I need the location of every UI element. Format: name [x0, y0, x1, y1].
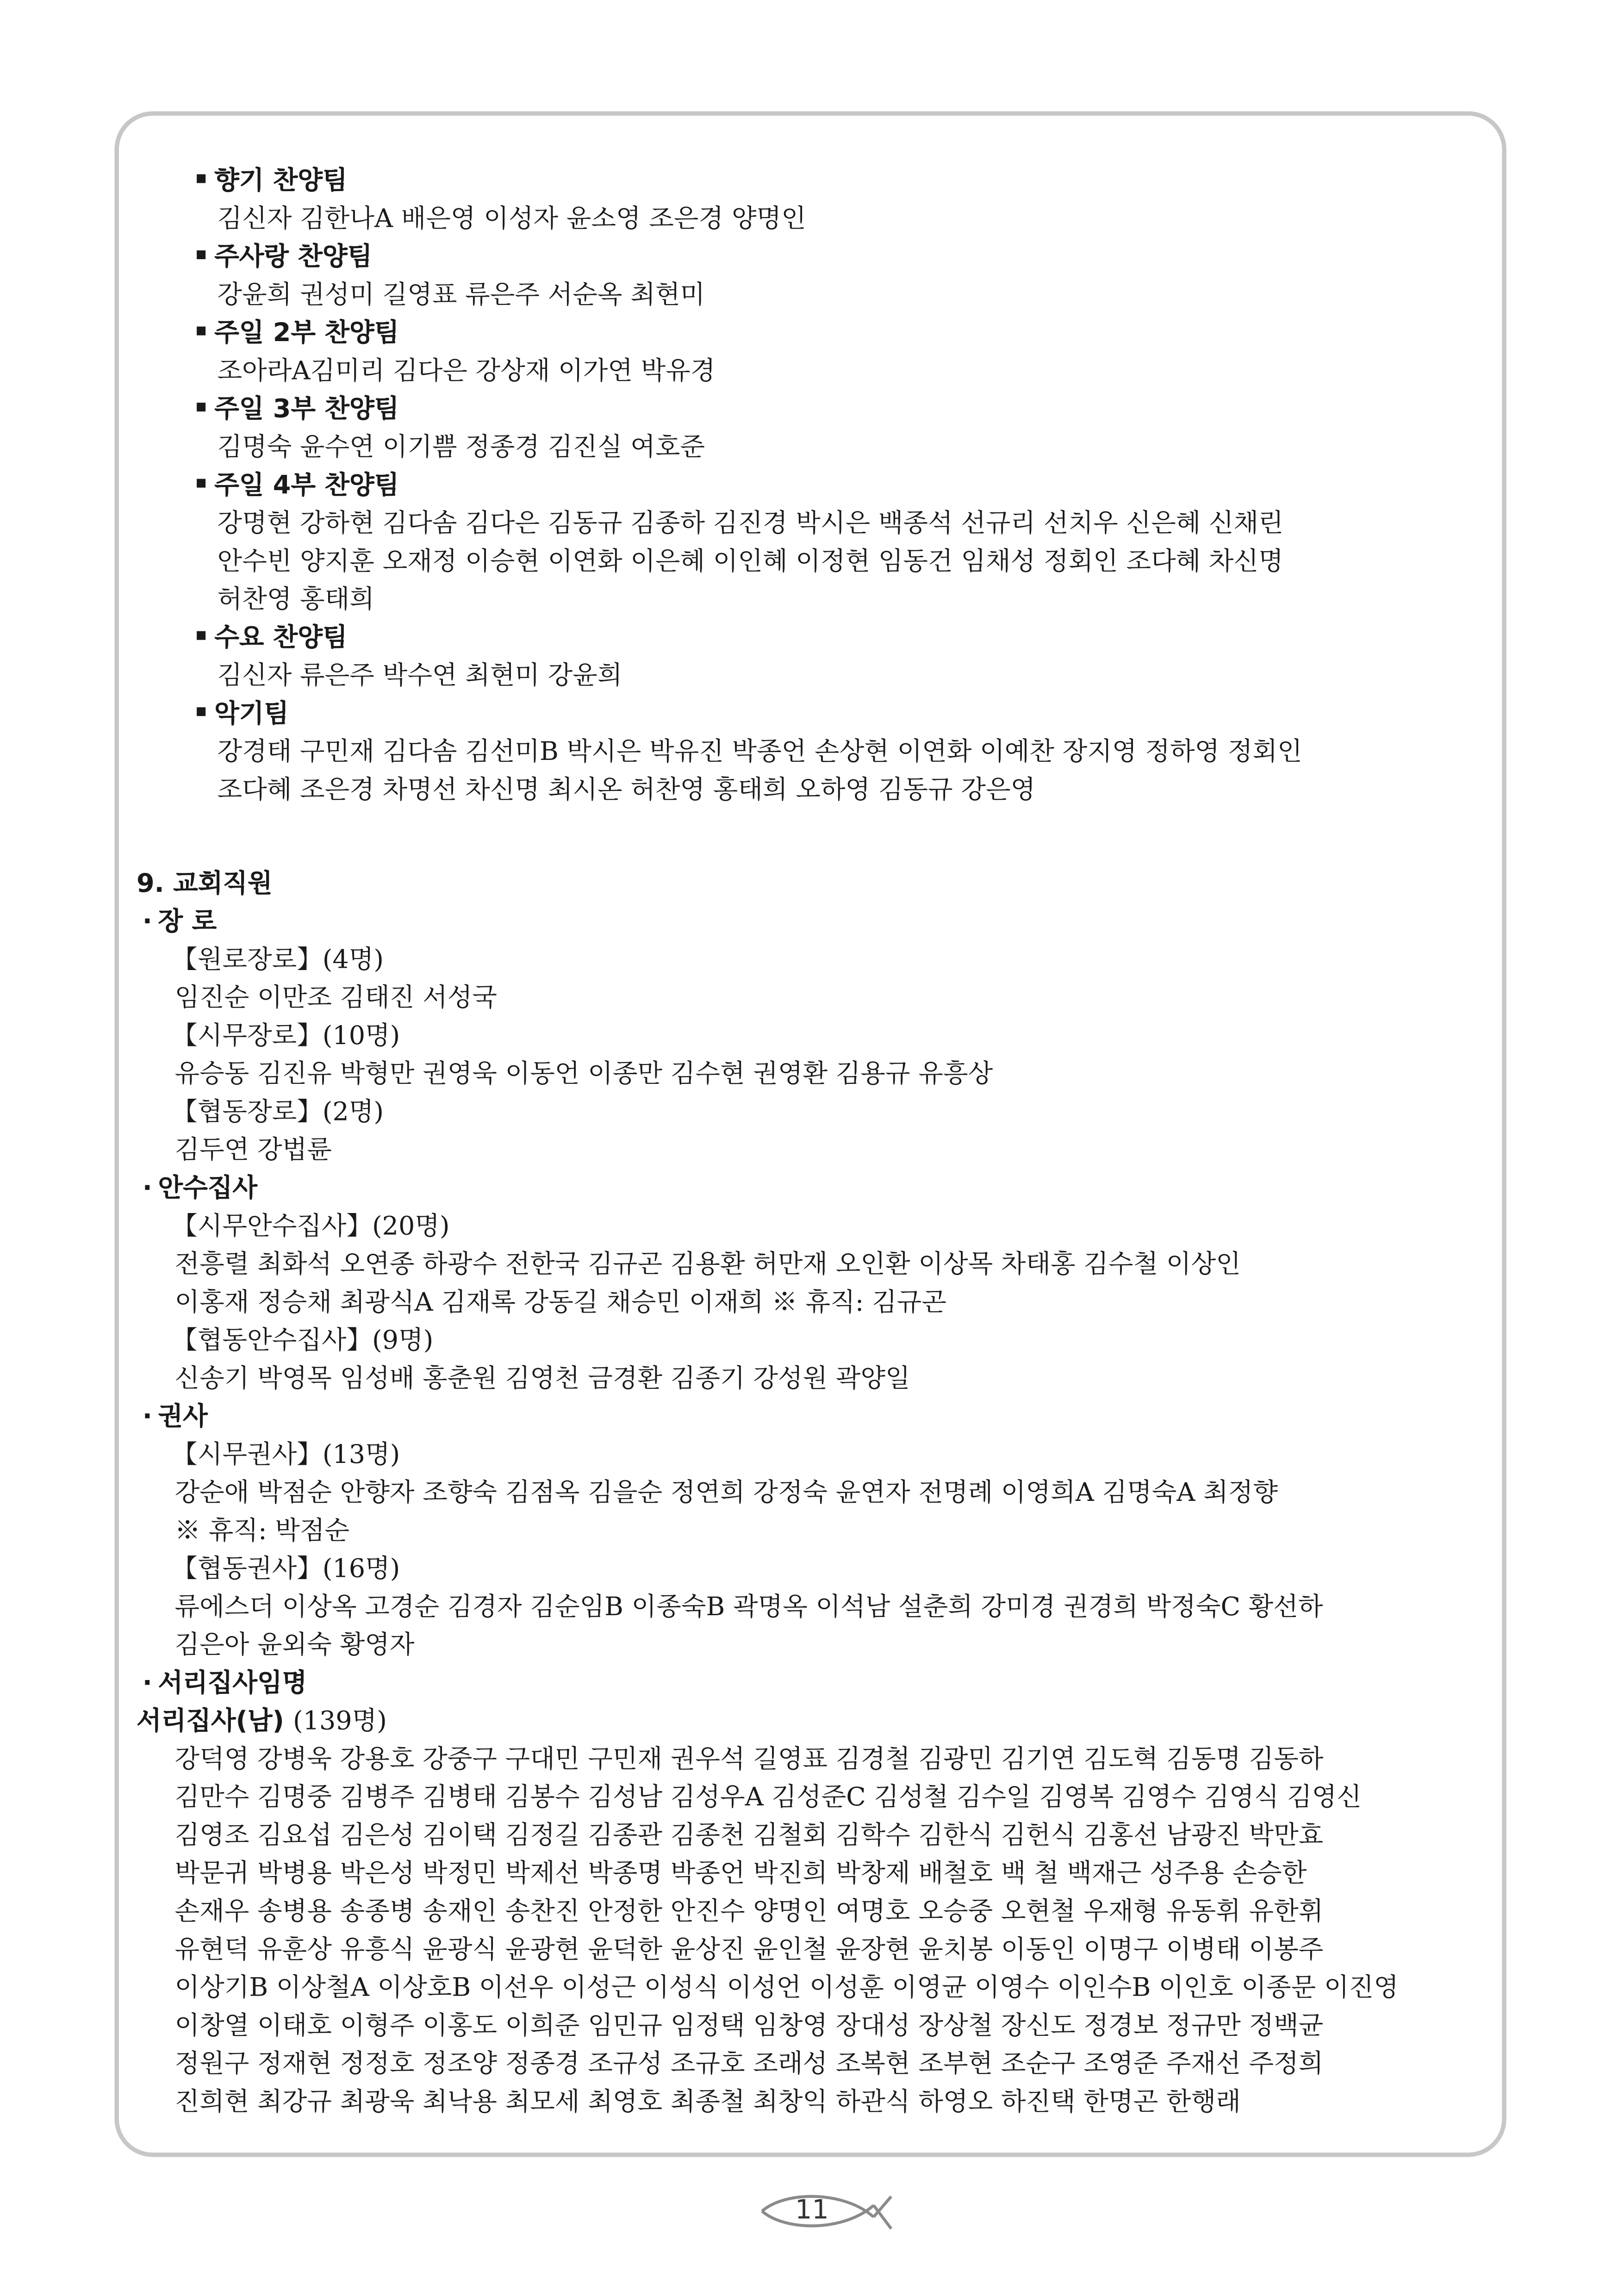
team-heading-text: 주일 2부 찬양팀 — [214, 319, 399, 349]
deacon-names — [175, 1896, 1324, 1929]
square-bullet-icon — [197, 479, 205, 488]
role-label — [172, 945, 384, 977]
square-bullet-icon — [197, 174, 205, 183]
deacon-names-text: 김영조 김요섭 김은성 김이택 김정길 김종관 김종천 김철회 김학수 김한식 김헌식 김홍선 남광진 박만효 — [174, 1822, 1324, 1851]
team-heading-text: 주일 4부 찬양팀 — [214, 471, 399, 501]
member-list — [175, 1592, 1323, 1624]
team-members-text: 김명숙 윤수연 이기쁨 정종경 김진실 여호준 — [217, 433, 705, 463]
team-members — [218, 508, 1283, 541]
deacon-names — [175, 2048, 1324, 2081]
deacons-heading-count: (139명) — [292, 1707, 387, 1737]
team-heading — [197, 698, 289, 731]
team-members — [218, 660, 622, 693]
team-members-text: 강명현 강하현 김다솜 김다은 김동규 김종하 김진경 박시은 백종석 선규리 선치우 신은혜 신채린 — [217, 510, 1283, 539]
deacon-names-text: 진희현 최강규 최광욱 최낙용 최모세 최영호 최종철 최창익 하관식 하영오 하진택 한명곤 한행래 — [174, 2088, 1241, 2118]
role-label-text: 【시무장로】(10명) — [172, 1022, 400, 1052]
section-title — [137, 868, 273, 901]
role-label — [172, 1020, 400, 1053]
member-list-text: 유승동 김진유 박형만 권영욱 이동언 이종만 김수현 권영환 김용규 유흥상 — [174, 1060, 993, 1090]
member-list-text: 김은아 윤외숙 황영자 — [174, 1631, 415, 1661]
page-number: 11 — [795, 2195, 829, 2226]
role-label-text: 【시무권사】(13명) — [172, 1441, 400, 1470]
member-list-text: 임진순 이만조 김태진 서성국 — [174, 984, 498, 1014]
deacon-names-text: 박문귀 박병용 박은성 박정민 박제선 박종명 박종언 박진희 박창제 배철호 백 철 백재근 성주용 손승한 — [174, 1860, 1307, 1889]
deacon-names-text: 이상기B 이상철A 이상호B 이선우 이성근 이성식 이성언 이성훈 이영균 이영수 이인수B 이인호 이종문 이진영 — [174, 1974, 1399, 2004]
member-list — [175, 1516, 350, 1548]
member-list — [175, 1287, 947, 1319]
team-members-text: 김신자 류은주 박수연 최현미 강윤희 — [217, 662, 622, 691]
deacon-names — [175, 1858, 1307, 1891]
section-title-text: 9. 교회직원 — [137, 870, 273, 899]
square-bullet-icon — [197, 250, 205, 259]
group-heading-text: 서리집사임명 — [158, 1669, 307, 1699]
role-label — [172, 1097, 384, 1129]
group-heading — [143, 907, 217, 939]
team-heading — [197, 166, 348, 198]
member-list-text: 전흥렬 최화석 오연종 하광수 전한국 김규곤 김용환 허만재 오인환 이상목 차태홍 김수철 이상인 — [174, 1251, 1241, 1280]
deacons-heading-text: 서리집사(남) — [137, 1707, 284, 1737]
deacon-names — [175, 1744, 1324, 1776]
square-bullet-icon — [197, 403, 205, 411]
member-list — [175, 1135, 332, 1167]
member-list — [175, 983, 498, 1015]
team-members-text: 김신자 김한나A 배은영 이성자 윤소영 조은경 양명인 — [217, 205, 806, 235]
member-list — [175, 1059, 993, 1091]
role-label — [172, 1325, 433, 1357]
team-heading-text: 향기 찬양팀 — [214, 167, 348, 196]
member-list-text: 강순애 박점순 안향자 조향숙 김점옥 김을순 정연희 강정숙 윤연자 전명례 이영희A 김명숙A 최정향 — [174, 1479, 1278, 1508]
page-number-badge — [753, 2188, 900, 2234]
team-members-text: 강경태 구민재 김다솜 김선미B 박시은 박유진 박종언 손상현 이연화 이예찬 장지영 정하영 정회인 — [217, 738, 1302, 767]
group-heading-text: 권사 — [158, 1403, 208, 1432]
deacon-names-text: 이창열 이태호 이형주 이홍도 이희준 임민규 임정택 임창영 장대성 장상철 장신도 정경보 정규만 정백균 — [174, 2012, 1324, 2041]
member-list-text: 김두연 강법륜 — [174, 1136, 332, 1166]
member-list — [175, 1249, 1241, 1282]
dot-bullet-icon: · — [142, 908, 152, 937]
team-members — [218, 775, 1036, 807]
team-members — [218, 584, 374, 616]
team-heading — [197, 622, 348, 655]
member-list — [175, 1363, 910, 1396]
team-members — [218, 204, 806, 236]
team-members — [218, 280, 705, 312]
deacons-heading — [137, 1706, 387, 1738]
group-heading — [143, 1668, 307, 1700]
team-members-text: 강윤희 권성미 길영표 류은주 서순옥 최현미 — [217, 281, 705, 311]
member-list — [175, 1630, 415, 1662]
team-heading — [197, 394, 399, 426]
deacon-names — [175, 1782, 1362, 1815]
dot-bullet-icon: · — [142, 1669, 152, 1699]
team-members-text: 조아라A김미리 김다은 강상재 이가연 박유경 — [217, 357, 716, 387]
team-members — [218, 736, 1302, 769]
deacon-names — [175, 1972, 1399, 2005]
deacon-names-text: 손재우 송병용 송종병 송재인 송찬진 안정한 안진수 양명인 여명호 오승중 오현철 우재형 유동휘 유한휘 — [174, 1898, 1324, 1927]
deacon-names — [175, 2010, 1324, 2043]
team-members-text: 조다혜 조은경 차명선 차신명 최시온 허찬영 홍태희 오하영 김동규 강은영 — [217, 776, 1036, 806]
deacon-names-text: 정원구 정재현 정정호 정조양 정종경 조규성 조규호 조래성 조복현 조부현 조순구 조영준 주재선 주정희 — [174, 2050, 1324, 2079]
team-heading — [197, 242, 372, 274]
team-heading — [197, 470, 399, 503]
team-members — [218, 432, 705, 464]
team-members — [218, 546, 1283, 579]
role-label-text: 【협동장로】(2명) — [172, 1098, 384, 1128]
role-label — [172, 1554, 400, 1586]
group-heading-text: 안수집사 — [158, 1174, 258, 1204]
team-members — [218, 356, 716, 388]
team-heading-text: 주일 3부 찬양팀 — [214, 395, 399, 425]
deacon-names-text: 유현덕 유훈상 유흥식 윤광식 윤광현 윤덕한 윤상진 윤인철 윤장현 윤치봉 이동인 이명구 이병태 이봉주 — [174, 1935, 1324, 1966]
deacon-names-text: 김만수 김명중 김병주 김병태 김봉수 김성남 김성우A 김성준C 김성철 김수일 김영복 김영수 김영식 김영신 — [174, 1783, 1362, 1813]
team-heading-text: 악기팀 — [214, 700, 289, 729]
role-label — [172, 1439, 400, 1472]
team-heading-text: 수요 찬양팀 — [214, 623, 348, 653]
square-bullet-icon — [197, 327, 205, 336]
deacon-names — [175, 2087, 1241, 2119]
team-members-text: 안수빈 양지훈 오재정 이승현 이연화 이은혜 이인혜 이정현 임동건 임채성 정회인 조다혜 차신명 — [217, 548, 1283, 577]
member-list-text: 이홍재 정승채 최광식A 김재록 강동길 채승민 이재희 ※ 휴직: 김규곤 — [174, 1288, 947, 1318]
role-label-text: 【협동안수집사】(9명) — [172, 1326, 434, 1356]
member-list-text: ※ 휴직: 박점순 — [174, 1517, 350, 1547]
group-heading — [143, 1173, 257, 1205]
square-bullet-icon — [197, 707, 205, 716]
member-list — [175, 1477, 1278, 1510]
deacon-names-text: 강덕영 강병욱 강용호 강중구 구대민 구민재 권우석 길영표 김경철 김광민 김기연 김도혁 김동명 김동하 — [174, 1745, 1324, 1775]
role-label-text: 【협동권사】(16명) — [172, 1555, 400, 1585]
member-list-text: 신송기 박영목 임성배 홍춘원 김영천 금경환 김종기 강성원 곽양일 — [174, 1364, 910, 1394]
team-heading — [197, 318, 399, 350]
member-list-text: 류에스더 이상옥 고경순 김경자 김순임B 이종숙B 곽명옥 이석남 설춘희 강미경 권경희 박정숙C 황선하 — [174, 1593, 1323, 1623]
role-label-text: 【시무안수집사】(20명) — [172, 1212, 450, 1242]
group-heading — [143, 1401, 208, 1434]
role-label — [172, 1211, 449, 1244]
team-heading-text: 주사랑 찬양팀 — [214, 243, 373, 273]
dot-bullet-icon: · — [142, 1403, 152, 1432]
deacon-names — [175, 1820, 1324, 1853]
dot-bullet-icon: · — [142, 1174, 152, 1204]
team-members-text: 허찬영 홍태희 — [217, 585, 374, 615]
square-bullet-icon — [197, 631, 205, 640]
role-label-text: 【원로장로】(4명) — [172, 946, 384, 976]
deacon-names — [175, 1935, 1324, 1967]
group-heading-text: 장 로 — [158, 908, 217, 937]
